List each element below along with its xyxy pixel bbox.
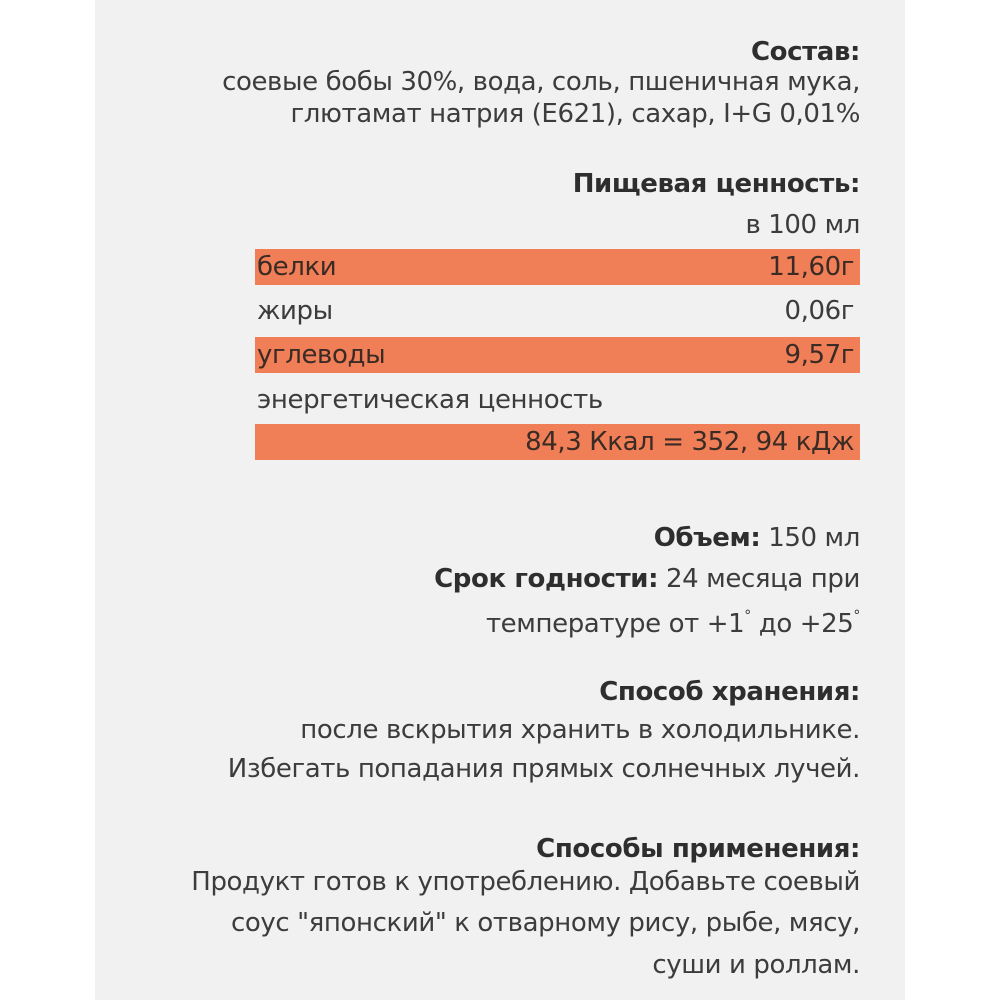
volume-value: 150 мл (768, 523, 860, 553)
nutrient-name: углеводы (257, 340, 386, 370)
nutrition-row-fat (255, 293, 860, 329)
temperature-from: температуре от +1 (485, 609, 745, 639)
shelf-life-value: 24 месяца при (666, 564, 860, 594)
nutrition-row-carbs (255, 337, 860, 373)
shelf-life-temperature (486, 600, 860, 640)
nutrition-per-unit: в 100 мл (745, 210, 860, 240)
composition-heading: Состав: (750, 37, 860, 67)
nutrition-row-protein (255, 249, 860, 285)
storage-line: Избегать попадания прямых солнечных лучей. (227, 754, 860, 784)
usage-line: соус "японский" к отварному рису, рыбе, мясу, (230, 908, 860, 938)
temperature-to: до +25 (758, 609, 854, 639)
shelf-life-label: Срок годности: (434, 564, 659, 594)
usage-heading: Способы применения: (536, 834, 860, 864)
product-label (95, 0, 905, 1000)
degree-symbol: ° (744, 608, 751, 624)
nutrient-name: белки (257, 252, 337, 282)
nutrition-energy-label-row (255, 382, 860, 418)
volume-line (654, 522, 860, 554)
usage-line: суши и роллам. (652, 950, 860, 980)
shelf-life-line (434, 563, 860, 595)
storage-line: после вскрытия хранить в холодильнике. (300, 715, 860, 745)
energy-label: энергетическая ценность (257, 385, 603, 415)
nutrient-value: 9,57г (784, 340, 854, 370)
nutrition-energy-value-row (255, 424, 860, 460)
storage-heading: Способ хранения: (599, 677, 860, 707)
composition-line: соевые бобы 30%, вода, соль, пшеничная мука, (222, 67, 860, 97)
energy-value: 84,3 Ккал = 352, 94 кДж (525, 427, 854, 457)
nutrition-heading: Пищевая ценность: (572, 169, 860, 199)
nutrient-name: жиры (257, 296, 333, 326)
composition-line: глютамат натрия (Е621), сахар, I+G 0,01% (290, 99, 860, 129)
usage-line: Продукт готов к употреблению. Добавьте соевый (191, 867, 860, 897)
nutrient-value: 0,06г (784, 296, 854, 326)
volume-label: Объем: (653, 523, 761, 553)
nutrient-value: 11,60г (768, 252, 854, 282)
degree-symbol: ° (853, 608, 860, 624)
